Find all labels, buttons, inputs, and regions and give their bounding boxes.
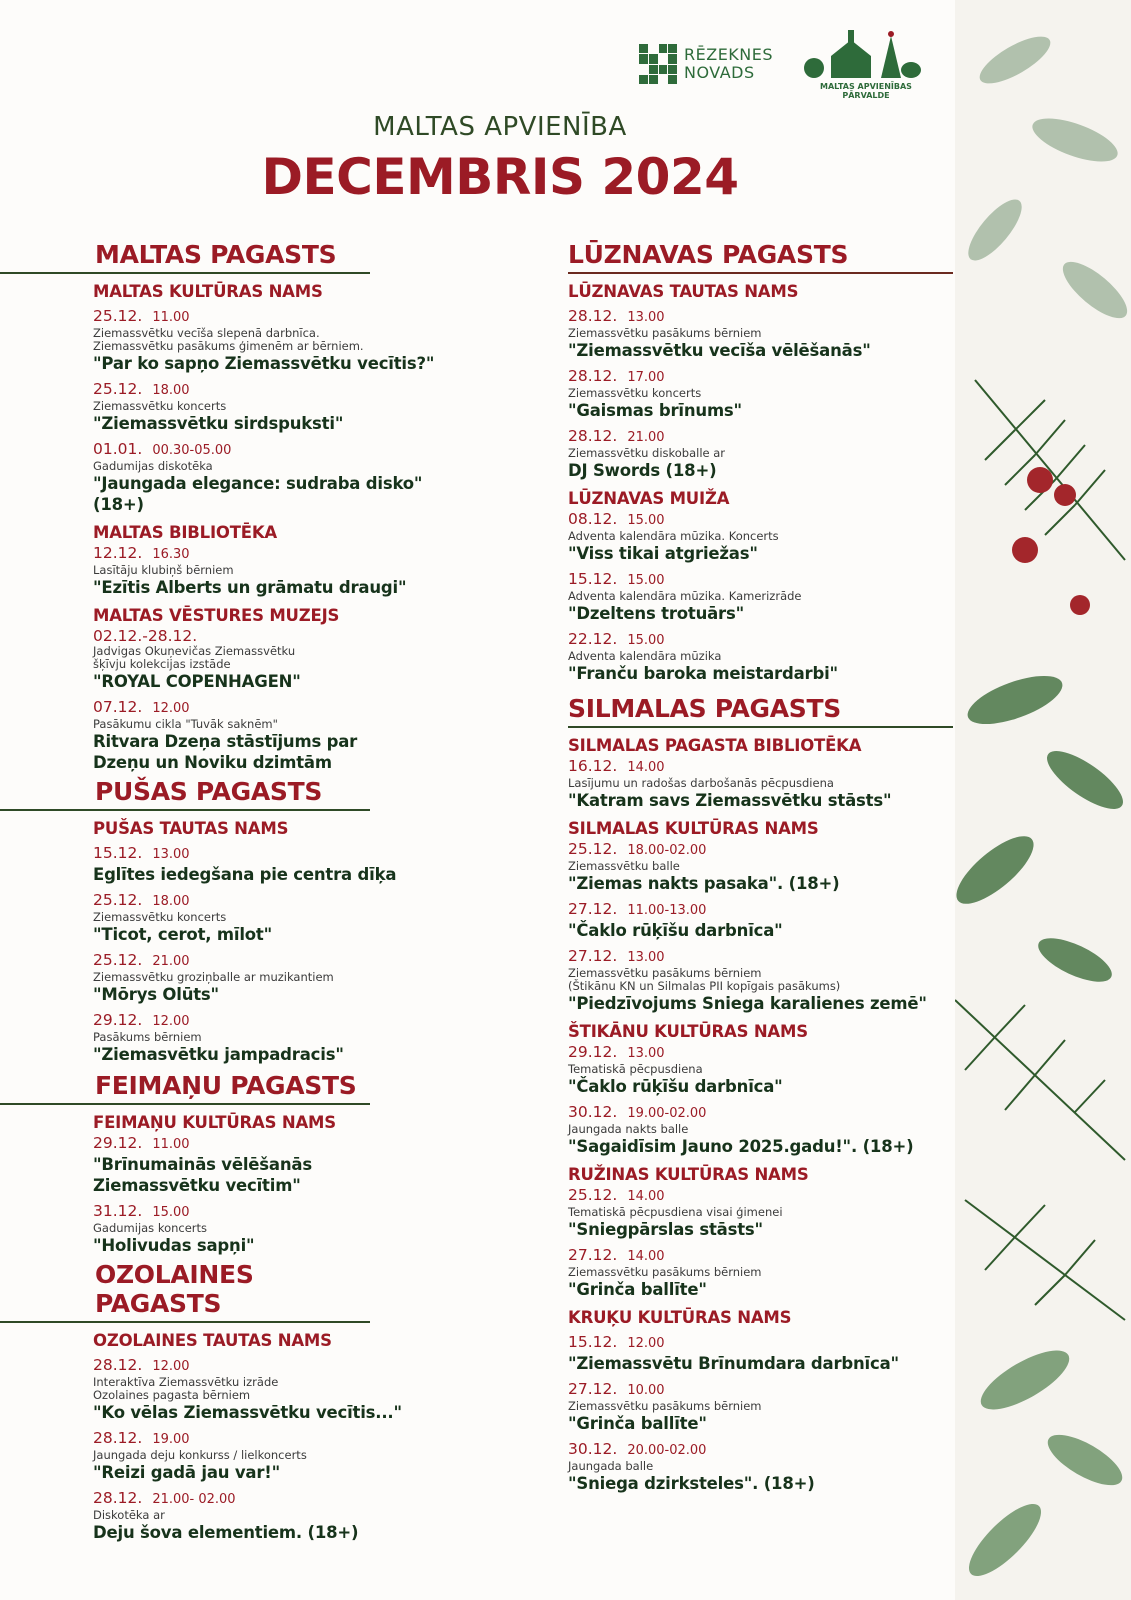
event-item <box>568 1333 953 1374</box>
venue-heading: MALTAS VĒSTURES MUZEJS <box>93 606 340 625</box>
parish-heading-luznavas: LŪZNAVAS PAGASTS <box>568 240 953 274</box>
event-item <box>568 427 953 481</box>
event-date: 12.12. <box>93 544 143 562</box>
event-item <box>93 627 470 692</box>
event-name-line-2: Dzeņu un Noviku dzimtām <box>93 753 332 772</box>
event-description: Ziemassvētku koncerts <box>93 399 227 413</box>
event-description: Ziemassvētku pasākums bērniem <box>568 966 762 980</box>
event-name: DJ Swords (18+) <box>568 461 717 480</box>
event-date: 28.12. <box>93 1489 143 1507</box>
event-name: "Čaklo rūķīšu darbnīca" <box>568 1077 783 1096</box>
event-date: 25.12. <box>93 380 143 398</box>
event-time: 15.00 <box>152 1205 190 1220</box>
event-name: "Ziemassvētu Brīnumdara darbnīca" <box>568 1354 899 1373</box>
event-description: Ziemassvētku groziņballe ar muzikantiem <box>93 970 334 984</box>
event-time: 11.00 <box>152 1137 190 1152</box>
venue-heading: RUŽINAS KULTŪRAS NAMS <box>568 1165 809 1184</box>
event-time: 12.00 <box>627 1336 665 1351</box>
foliage-illustration <box>955 0 1131 1600</box>
event-description: Ziemassvētku pasākums bērniem <box>568 1265 762 1279</box>
parish-heading-ozolaines: OZOLAINES PAGASTS <box>0 1260 370 1323</box>
event-name: "Grinča ballīte" <box>568 1414 707 1433</box>
event-date: 29.12. <box>93 1011 143 1029</box>
event-name: "Grinča ballīte" <box>568 1280 707 1299</box>
event-time: 13.00 <box>627 950 665 965</box>
event-description: Ziemassvētku pasākums ģimenēm ar bērniem. <box>93 339 364 353</box>
event-description: Ziemassvētku pasākums bērniem <box>568 326 762 340</box>
event-name: "Ezītis Alberts un grāmatu draugi" <box>93 578 407 597</box>
event-date: 16.12. <box>568 757 618 775</box>
event-description: Tematiskā pēcpusdiena <box>568 1062 703 1076</box>
event-item <box>568 630 953 684</box>
event-description: Ziemassvētku pasākums bērniem <box>568 1399 762 1413</box>
event-description: Jaungada nakts balle <box>568 1122 689 1136</box>
event-name: "Ko vēlas Ziemassvētku vecītis..." <box>93 1403 402 1422</box>
event-time: 14.00 <box>627 760 665 775</box>
event-item <box>93 951 470 1005</box>
left-column <box>0 240 470 1543</box>
venue-heading: ŠTIKĀNU KULTŪRAS NAMS <box>568 1022 808 1041</box>
rezeknes-logo-icon <box>639 44 677 84</box>
event-date: 28.12. <box>568 427 618 445</box>
event-time: 00.30-05.00 <box>152 443 232 458</box>
logo-line-2: NOVADS <box>684 63 755 82</box>
event-item <box>93 844 470 885</box>
event-name: "Gaismas brīnums" <box>568 401 742 420</box>
event-description: Ziemassvētku diskoballe ar <box>568 446 726 460</box>
event-name: "Holivudas sapņi" <box>93 1236 255 1255</box>
event-name: "Jaungada elegance: sudraba disko" (18+) <box>93 474 423 514</box>
event-name: "ROYAL COPENHAGEN" <box>93 672 301 691</box>
event-description: Adventa kalendāra mūzika. Kamerizrāde <box>568 589 802 603</box>
event-description: Gadumijas diskotēka <box>93 459 213 473</box>
event-description: šķīvju kolekcijas izstāde <box>93 657 231 671</box>
event-date: 08.12. <box>568 510 618 528</box>
event-date: 27.12. <box>568 1246 618 1264</box>
event-item <box>93 1429 470 1483</box>
event-date: 27.12. <box>568 947 618 965</box>
event-item <box>568 1380 953 1434</box>
maltas-parvalde-caption: MALTAS APVIENĪBAS PĀRVALDE <box>820 82 912 100</box>
parish-heading-silmalas: SILMALAS PAGASTS <box>568 694 953 728</box>
logo-line-1: RĒZEKNES <box>684 45 774 64</box>
event-date: 25.12. <box>93 891 143 909</box>
event-date: 28.12. <box>568 367 618 385</box>
event-name: "Piedzīvojums Sniega karalienes zemē" <box>568 994 927 1013</box>
event-item <box>568 1103 953 1157</box>
event-description: Ziemassvētku koncerts <box>93 910 227 924</box>
event-time: 10.00 <box>627 1383 665 1398</box>
event-item <box>93 1356 470 1423</box>
venue-heading: PUŠAS TAUTAS NAMS <box>93 819 289 838</box>
venue-heading: SILMALAS KULTŪRAS NAMS <box>568 819 819 838</box>
venue-heading: LŪZNAVAS TAUTAS NAMS <box>568 282 799 301</box>
event-item <box>93 1202 470 1256</box>
rezeknes-novads-logo <box>639 42 789 86</box>
event-name: "Par ko sapņo Ziemassvētku vecītis?" <box>93 354 435 373</box>
event-time: 13.00 <box>627 310 665 325</box>
event-item <box>568 840 953 894</box>
event-item <box>93 1011 470 1065</box>
event-date: 25.12. <box>93 951 143 969</box>
event-description: Ozolaines pagasta bērniem <box>93 1388 251 1402</box>
event-date: 29.12. <box>568 1043 618 1061</box>
event-time: 13.00 <box>152 847 190 862</box>
event-name: "Sagaidīsim Jauno 2025.gadu!". (18+) <box>568 1137 914 1156</box>
event-time: 14.00 <box>627 1249 665 1264</box>
event-time: 21.00 <box>152 954 190 969</box>
venue-heading: OZOLAINES TAUTAS NAMS <box>93 1331 332 1350</box>
venue-heading: MALTAS KULTŪRAS NAMS <box>93 282 323 301</box>
church-illustration-icon <box>796 26 936 86</box>
event-name: "Viss tikai atgriežas" <box>568 544 758 563</box>
event-name: "Sniega dzirksteles". (18+) <box>568 1474 815 1493</box>
event-item <box>568 1043 953 1097</box>
event-time: 19.00 <box>152 1432 190 1447</box>
event-date: 25.12. <box>568 1186 618 1204</box>
event-item <box>568 947 953 1014</box>
page-title: DECEMBRIS 2024 <box>261 148 739 206</box>
event-description: Adventa kalendāra mūzika. Koncerts <box>568 529 779 543</box>
event-time: 21.00- 02.00 <box>152 1492 236 1507</box>
parish-heading-maltas: MALTAS PAGASTS <box>0 240 370 274</box>
event-date: 28.12. <box>93 1429 143 1447</box>
event-date: 29.12. <box>93 1134 143 1152</box>
event-description: Diskotēka ar <box>93 1508 165 1522</box>
event-time: 15.00 <box>627 513 665 528</box>
event-date: 25.12. <box>568 840 618 858</box>
event-name: "Dzeltens trotuārs" <box>568 604 745 623</box>
event-item <box>93 307 470 374</box>
venue-heading: SILMALAS PAGASTA BIBLIOTĒKA <box>568 736 862 755</box>
event-item <box>93 1134 470 1196</box>
foliage-decoration <box>955 0 1131 1600</box>
event-description: Interaktīva Ziemassvētku izrāde <box>93 1375 279 1389</box>
event-date: 30.12. <box>568 1440 618 1458</box>
parish-heading-pusas: PUŠAS PAGASTS <box>0 777 370 811</box>
event-name: Eglītes iedegšana pie centra dīķa <box>93 865 397 884</box>
parish-heading-feimanu: FEIMAŅU PAGASTS <box>0 1071 370 1105</box>
event-description: Pasākumu cikla "Tuvāk saknēm" <box>93 717 278 731</box>
event-description: Ziemassvētku balle <box>568 859 680 873</box>
event-name: "Brīnumainās vēlēšanās <box>93 1155 312 1174</box>
event-item <box>568 1246 953 1300</box>
event-item <box>568 367 953 421</box>
event-date: 28.12. <box>93 1356 143 1374</box>
event-name: "Ticot, cerot, mīlot" <box>93 925 272 944</box>
event-name: "Katram savs Ziemassvētku stāsts" <box>568 791 892 810</box>
event-description: Lasītāju klubiņš bērniem <box>93 563 234 577</box>
event-description: Tematiskā pēcpusdiena visai ģimenei <box>568 1205 783 1219</box>
event-item <box>568 570 953 624</box>
page-supertitle: MALTAS APVIENĪBA <box>373 112 627 142</box>
event-date: 27.12. <box>568 1380 618 1398</box>
event-item <box>93 440 470 515</box>
event-name: "Reizi gadā jau var!" <box>93 1463 281 1482</box>
event-name: Deju šova elementiem. (18+) <box>93 1523 359 1542</box>
event-description: Ziemassvētku koncerts <box>568 386 702 400</box>
event-item <box>568 757 953 811</box>
event-time: 18.00-02.00 <box>627 843 707 858</box>
event-item <box>93 544 470 598</box>
event-name: "Mōrys Olūts" <box>93 985 219 1004</box>
event-item <box>568 1186 953 1240</box>
venue-heading: LŪZNAVAS MUIŽA <box>568 489 730 508</box>
event-name: "Ziemassvētku sirdspuksti" <box>93 414 344 433</box>
event-time: 19.00-02.00 <box>627 1106 707 1121</box>
event-time: 18.00 <box>152 383 190 398</box>
event-date: 31.12. <box>93 1202 143 1220</box>
event-date: 22.12. <box>568 630 618 648</box>
event-date: 15.12. <box>568 1333 618 1351</box>
venue-heading: KRUĶU KULTŪRAS NAMS <box>568 1308 792 1327</box>
event-description: Jadvigas Okuņevičas Ziemassvētku <box>93 644 296 658</box>
event-time: 12.00 <box>152 1014 190 1029</box>
event-time: 12.00 <box>152 701 190 716</box>
event-date: 25.12. <box>93 307 143 325</box>
event-description: Lasījumu un radošas darbošanās pēcpusdiena <box>568 776 834 790</box>
event-description: Ziemassvētku vecīša slepenā darbnīca. <box>93 326 320 340</box>
event-item <box>93 891 470 945</box>
event-name-line-2: Ziemassvētku vecītim" <box>93 1176 301 1195</box>
event-time: 21.00 <box>627 430 665 445</box>
event-time: 14.00 <box>627 1189 665 1204</box>
event-description: Pasākums bērniem <box>93 1030 202 1044</box>
event-date: 15.12. <box>568 570 618 588</box>
event-item <box>568 1440 953 1494</box>
venue-heading: MALTAS BIBLIOTĒKA <box>93 523 277 542</box>
event-name: Ritvara Dzeņa stāstījums par <box>93 732 358 751</box>
event-name: "Čaklo rūķīšu darbnīca" <box>568 921 783 940</box>
event-date: 30.12. <box>568 1103 618 1121</box>
event-name: "Ziemas nakts pasaka". (18+) <box>568 874 840 893</box>
event-date: 15.12. <box>93 844 143 862</box>
event-description: (Štikānu KN un Silmalas PII kopīgais pasākums) <box>568 979 841 993</box>
event-item <box>568 307 953 361</box>
event-date: 28.12. <box>568 307 618 325</box>
event-time: 18.00 <box>152 894 190 909</box>
event-time: 17.00 <box>627 370 665 385</box>
right-column <box>568 240 953 1494</box>
event-time: 15.00 <box>627 573 665 588</box>
event-date: 07.12. <box>93 698 143 716</box>
event-description: Jaungada deju konkurss / lielkoncerts <box>93 1448 307 1462</box>
event-item <box>568 900 953 941</box>
event-description: Gadumijas koncerts <box>93 1221 208 1235</box>
event-time: 13.00 <box>627 1046 665 1061</box>
event-item <box>93 1489 470 1543</box>
event-name: "Ziemassvētku vecīša vēlēšanās" <box>568 341 871 360</box>
event-description: Adventa kalendāra mūzika <box>568 649 722 663</box>
event-time: 15.00 <box>627 633 665 648</box>
maltas-parvalde-logo <box>796 26 936 100</box>
event-date: 02.12.-28.12. <box>93 627 198 645</box>
event-description: Jaungada balle <box>568 1459 654 1473</box>
event-name: "Franču baroka meistardarbi" <box>568 664 838 683</box>
event-item <box>568 510 953 564</box>
event-time: 11.00 <box>152 310 190 325</box>
event-time: 11.00-13.00 <box>627 903 707 918</box>
event-time: 20.00-02.00 <box>627 1443 707 1458</box>
venue-heading: FEIMAŅU KULTŪRAS NAMS <box>93 1113 336 1132</box>
event-item <box>93 698 470 773</box>
event-time: 12.00 <box>152 1359 190 1374</box>
event-name: "Sniegpārslas stāsts" <box>568 1220 763 1239</box>
event-time: 16.30 <box>152 547 190 562</box>
event-date: 27.12. <box>568 900 618 918</box>
event-item <box>93 380 470 434</box>
event-date: 01.01. <box>93 440 143 458</box>
event-name: "Ziemasvētku jampadracis" <box>93 1045 344 1064</box>
